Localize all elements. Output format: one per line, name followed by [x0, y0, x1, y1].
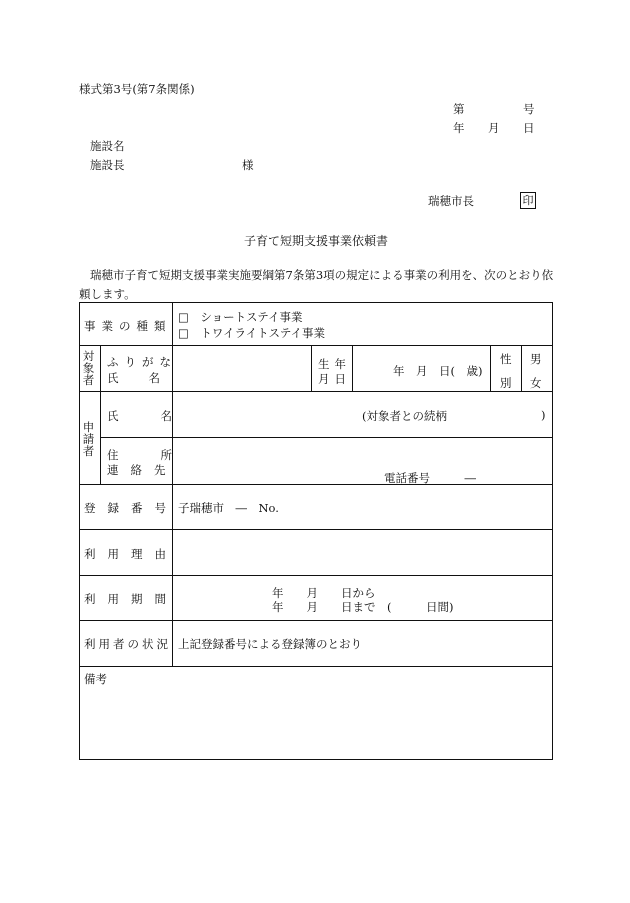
- label-birth-1: 生年: [318, 357, 351, 371]
- date-year: 年: [453, 121, 465, 135]
- date-month: 月: [488, 121, 500, 135]
- label-usage-period: 利用期間: [84, 592, 178, 606]
- mayor-label: 瑞穂市長: [428, 194, 474, 208]
- facility-head-label: 施設長: [90, 158, 125, 172]
- phone-number-field[interactable]: 電話番号 ―: [384, 471, 476, 485]
- label-usage-reason: 利用理由: [84, 547, 178, 561]
- label-remarks: 備考: [84, 672, 107, 686]
- label-user-status: 利用者の状況: [84, 637, 171, 651]
- facility-name-label: 施設名: [90, 139, 125, 153]
- form-reference: 様式第3号(第7条関係): [79, 82, 195, 96]
- period-to-field[interactable]: 年 月 日まで ( 日間): [272, 600, 454, 614]
- user-status-value: 上記登録番号による登録簿のとおり: [178, 637, 362, 651]
- label-sex-2: 別: [500, 376, 512, 390]
- relation-open: (対象者との続柄: [362, 409, 447, 423]
- label-furigana: ふりがな: [107, 355, 177, 369]
- number-prefix: 第: [453, 102, 465, 116]
- period-from-field[interactable]: 年 月 日から: [272, 586, 376, 600]
- label-registration-number: 登録番号: [84, 501, 178, 515]
- group-label-target: 対象者: [82, 349, 95, 387]
- label-birth-2: 月日: [318, 372, 351, 386]
- relation-close: ): [541, 408, 546, 422]
- honorific-sama: 様: [242, 158, 254, 172]
- label-contact: 連絡先: [107, 463, 178, 477]
- document-title: 子育て短期支援事業依頼書: [244, 234, 389, 248]
- seal-mark: 印: [520, 192, 536, 209]
- label-business-type: 事業の種類: [84, 319, 172, 333]
- label-applicant-name: 氏名: [107, 409, 214, 423]
- option-twilight-stay[interactable]: □ トワイライトステイ事業: [178, 326, 326, 340]
- birth-date-field[interactable]: 年 月 日( 歳): [393, 364, 483, 378]
- label-address: 住所: [107, 448, 214, 462]
- label-target-name: 氏名: [107, 371, 190, 385]
- registration-number-field[interactable]: 子瑞穂市 ― No.: [178, 501, 279, 515]
- label-sex-1: 性: [500, 352, 512, 366]
- group-label-applicant: 申請者: [82, 420, 95, 458]
- remarks-field[interactable]: [84, 688, 546, 754]
- option-short-stay[interactable]: □ ショートステイ事業: [178, 310, 303, 324]
- intro-paragraph: 瑞穂市子育て短期支援事業実施要綱第7条第3項の規定による事業の利用を、次のとおり依頼します。: [79, 268, 554, 301]
- date-day: 日: [523, 121, 535, 135]
- option-female[interactable]: 女: [530, 376, 542, 390]
- number-suffix: 号: [523, 102, 535, 116]
- option-male[interactable]: 男: [530, 352, 542, 366]
